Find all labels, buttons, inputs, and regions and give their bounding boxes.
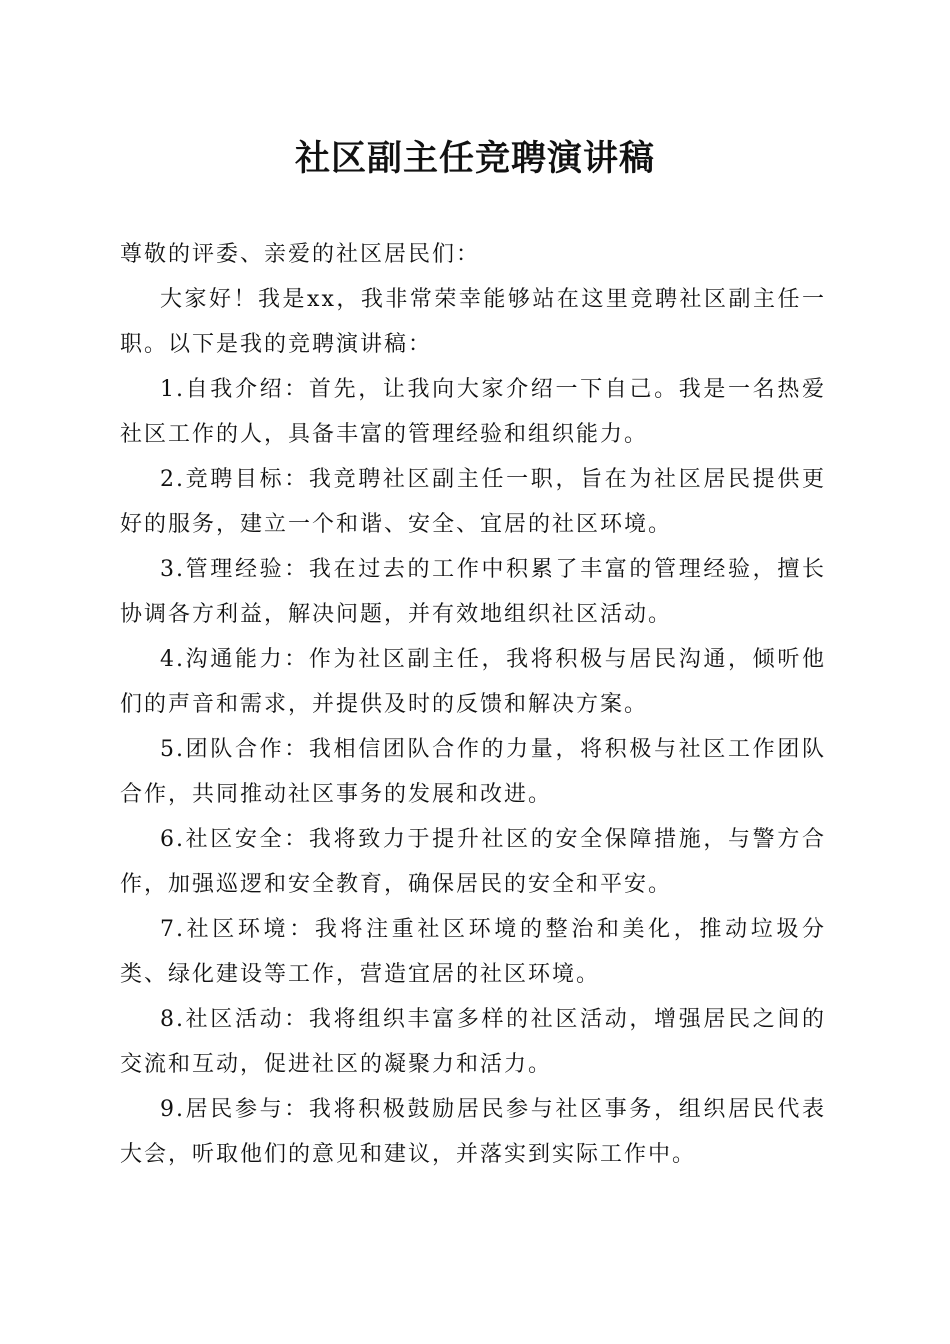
salutation: 尊敬的评委、亲爱的社区居民们： [120, 242, 481, 267]
list-item: 1.自我介绍：首先，让我向大家介绍一下自己。我是一名热爱社区工作的人，具备丰富的管理经验和组织能力。 [120, 377, 826, 447]
intro-paragraph: 大家好！我是xx，我非常荣幸能够站在这里竞聘社区副主任一职。以下是我的竞聘演讲稿： [120, 287, 826, 357]
list-item: 2.竞聘目标：我竞聘社区副主任一职，旨在为社区居民提供更好的服务，建立一个和谐、安全、宜居的社区环境。 [120, 467, 826, 537]
list-item: 4.沟通能力：作为社区副主任，我将积极与居民沟通，倾听他们的声音和需求，并提供及时的反馈和解决方案。 [120, 647, 826, 717]
list-item: 6.社区安全：我将致力于提升社区的安全保障措施，与警方合作，加强巡逻和安全教育，确保居民的安全和平安。 [120, 827, 826, 897]
list-item: 7.社区环境：我将注重社区环境的整治和美化，推动垃圾分类、绿化建设等工作，营造宜居的社区环境。 [120, 917, 826, 987]
list-item: 9.居民参与：我将积极鼓励居民参与社区事务，组织居民代表大会，听取他们的意见和建议，并落实到实际工作中。 [120, 1097, 826, 1167]
list-item: 3.管理经验：我在过去的工作中积累了丰富的管理经验，擅长协调各方利益，解决问题，并有效地组织社区活动。 [120, 557, 826, 627]
document-title: 社区副主任竞聘演讲稿 [294, 138, 655, 179]
document-body [120, 232, 826, 1177]
list-item: 5.团队合作：我相信团队合作的力量，将积极与社区工作团队合作，共同推动社区事务的发展和改进。 [120, 737, 826, 807]
list-item: 8.社区活动：我将组织丰富多样的社区活动，增强居民之间的交流和互动，促进社区的凝聚力和活力。 [120, 1007, 826, 1077]
